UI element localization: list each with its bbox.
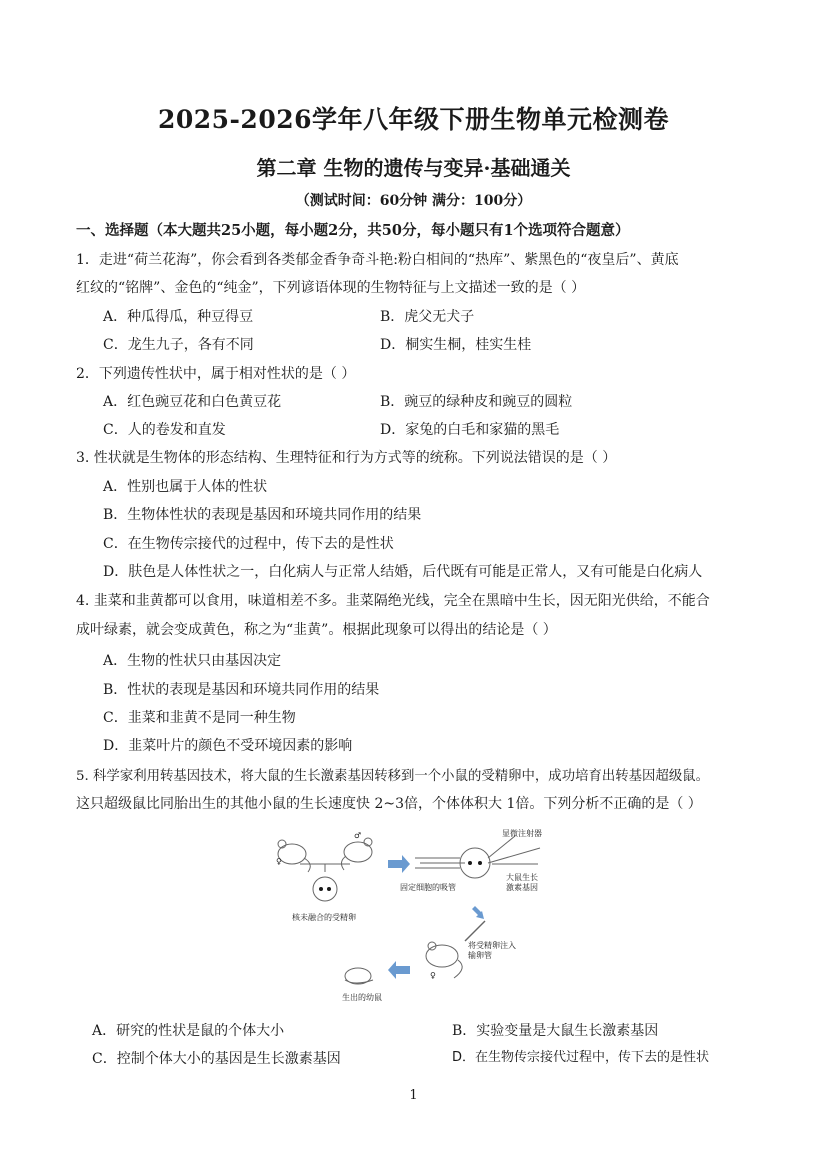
baby-label: 生出的幼鼠 — [342, 993, 382, 1002]
question-1-option-b[interactable]: B．虎父无犬子 — [380, 309, 475, 325]
time-score-info: （测试时间：60分钟 满分：100分） — [295, 193, 532, 209]
question-4-option-a[interactable]: A．生物的性状只由基因决定 — [103, 653, 282, 669]
question-3-option-a[interactable]: A．性别也属于人体的性状 — [103, 479, 268, 495]
male-mouse-icon — [344, 842, 372, 862]
question-3-line-1: 3. 性状就是生物体的形态结构、生理特征和行为方式等的统称。下列说法错误的是（ ） — [76, 450, 617, 466]
recipient-female-symbol: ♀ — [430, 971, 436, 980]
question-4-line-2: 成叶绿素，就会变成黄色，称之为“韭黄”。根据此现象可以得出的结论是（ ） — [76, 622, 557, 638]
question-1-option-a[interactable]: A．种瓜得瓜，种豆得豆 — [103, 309, 254, 325]
female-symbol: ♀ — [276, 857, 282, 866]
question-2-option-a[interactable]: A．红色豌豆花和白色黄豆花 — [103, 394, 282, 410]
question-4-option-c[interactable]: C．韭菜和韭黄不是同一种生物 — [103, 710, 296, 726]
question-4-option-b[interactable]: B．性状的表现是基因和环境共同作用的结果 — [103, 682, 380, 698]
injector-label: 显微注射器 — [502, 829, 542, 838]
question-2-option-c[interactable]: C．人的卷发和直发 — [103, 422, 226, 438]
question-3-option-c[interactable]: C．在生物传宗接代的过程中，传下去的是性状 — [103, 536, 394, 552]
arrow-left-icon — [388, 961, 410, 979]
fertilized-egg-icon — [313, 877, 337, 901]
gene-label-1: 大鼠生长 — [506, 873, 538, 882]
question-1-line-2: 红纹的“铭牌”、金色的“纯金”，下列谚语体现的生物特征与上文描述一致的是（ ） — [76, 280, 586, 296]
inject-label-2: 输卵管 — [468, 951, 492, 960]
gene-label-2: 激素基因 — [506, 883, 538, 892]
question-1-option-d[interactable]: D．桐实生桐，桂实生桂 — [380, 337, 532, 353]
arrow-down-icon — [472, 906, 484, 919]
fertilized-egg-label: 核未融合的受精卵 — [292, 913, 356, 922]
question-5-option-a[interactable]: A．研究的性状是鼠的个体大小 — [92, 1023, 285, 1039]
question-5-option-d[interactable]: D．在生物传宗接代过程中，传下去的是性状 — [452, 1050, 710, 1065]
question-3-option-d[interactable]: D．肤色是人体性状之一，白化病人与正常人结婚，后代既有可能是正常人，又有可能是白化病人 — [103, 564, 703, 580]
recipient-mouse-icon — [426, 945, 458, 967]
inject-label-1: 将受精卵注入 — [468, 941, 516, 950]
transgenic-mouse-diagram — [270, 826, 570, 1008]
question-4-option-d[interactable]: D．韭菜叶片的颜色不受环境因素的影响 — [103, 738, 353, 754]
question-2-option-d[interactable]: D．家兔的白毛和家猫的黑毛 — [380, 422, 560, 438]
question-5-line-1: 5. 科学家利用转基因技术，将大鼠的生长激素基因转移到一个小鼠的受精卵中，成功培育出转基因超级鼠。 — [76, 769, 709, 784]
question-5-line-2: 这只超级鼠比同胎出生的其他小鼠的生长速度快 2~3倍，个体体积大 1倍。下列分析不正确的是（ ） — [76, 796, 702, 812]
question-2-line-1: 2．下列遗传性状中，属于相对性状的是（ ） — [76, 366, 356, 382]
question-3-option-b[interactable]: B．生物体性状的表现是基因和环境共同作用的结果 — [103, 507, 422, 523]
section-heading: 一、选择题（本大题共25小题，每小题2分，共50分，每小题只有1个选项符合题意） — [76, 222, 630, 239]
page-number: 1 — [409, 1088, 418, 1103]
arrow-right-icon — [388, 855, 410, 873]
question-5-option-b[interactable]: B．实验变量是大鼠生长激素基因 — [452, 1023, 659, 1039]
question-5-option-c[interactable]: C．控制个体大小的基因是生长激素基因 — [92, 1051, 341, 1067]
male-symbol: ♂ — [354, 831, 362, 840]
question-2-option-b[interactable]: B．豌豆的绿种皮和豌豆的圆粒 — [380, 394, 573, 410]
female-mouse-icon — [278, 844, 306, 864]
chapter-subtitle: 第二章 生物的遗传与变异·基础通关 — [256, 156, 571, 180]
pipette-label: 固定细胞的吸管 — [400, 883, 456, 892]
question-4-line-1: 4. 韭菜和韭黄都可以食用，味道相差不多。韭菜隔绝光线，完全在黑暗中生长，因无阳光供给，不能合 — [76, 593, 710, 609]
question-1-option-c[interactable]: C．龙生九子，各有不同 — [103, 337, 254, 353]
question-1-line-1: 1．走进“荷兰花海”，你会看到各类郁金香争奇斗艳:粉白相间的“热库”、紫黑色的“夜皇后”、黄底 — [76, 252, 679, 268]
page-title: 2025-2026学年八年级下册生物单元检测卷 — [157, 105, 670, 134]
process-arrows — [388, 855, 484, 979]
